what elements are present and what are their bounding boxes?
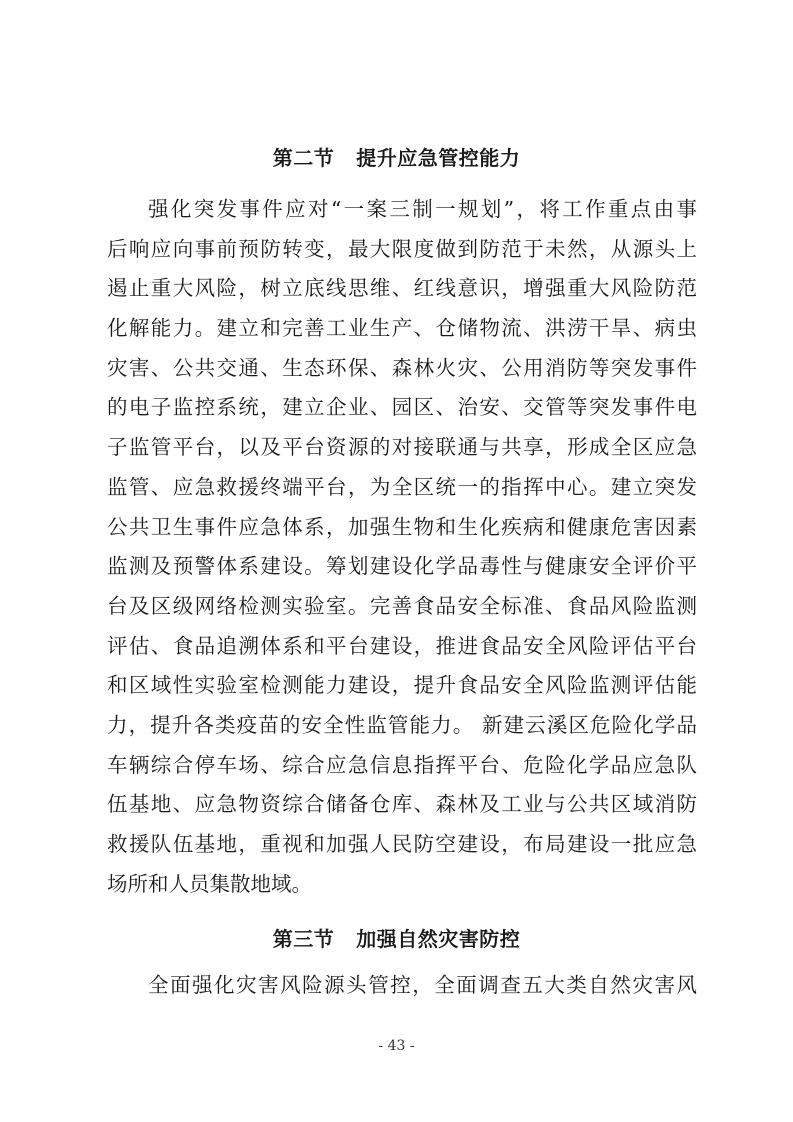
paragraph-line: 子监管平台，以及平台资源的对接联通与共享，形成全区应急 bbox=[107, 435, 697, 460]
body-paragraph-2 bbox=[107, 966, 697, 1006]
paragraph-line: 全面强化灾害风险源头管控，全面调查五大类自然灾害风 bbox=[148, 973, 697, 997]
paragraph-line: 评估、食品追溯体系和平台建设，推进食品安全风险评估平台 bbox=[107, 633, 697, 658]
paragraph-line: 化解能力。建立和完善工业生产、仓储物流、洪涝干旱、病虫 bbox=[107, 316, 697, 341]
section-number: 第二节 bbox=[272, 146, 335, 170]
page-number: - 43 - bbox=[378, 1038, 415, 1054]
paragraph-line: 监测及预警体系建设。筹划建设化学品毒性与健康安全评价平 bbox=[107, 554, 697, 579]
paragraph-line: 遏止重大风险，树立底线思维、红线意识，增强重大风险防范 bbox=[107, 276, 697, 301]
paragraph-line: 后响应向事前预防转变，最大限度做到防范于未然，从源头上 bbox=[107, 236, 697, 261]
paragraph-line: 场所和人员集散地域。 bbox=[107, 871, 312, 896]
paragraph-line: 台及区级网络检测实验室。完善食品安全标准、食品风险监测 bbox=[107, 593, 697, 618]
section-title: 提升应急管控能力 bbox=[356, 146, 521, 170]
paragraph-line: 救援队伍基地，重视和加强人民防空建设，布局建设一批应急 bbox=[107, 832, 697, 856]
paragraph-line: 车辆综合停车场、综合应急信息指挥平台、危险化学品应急队 bbox=[107, 752, 697, 777]
paragraph-line: 监管、应急救援终端平台，为全区统一的指挥中心。建立突发 bbox=[107, 474, 697, 499]
paragraph-line: 力，提升各类疫苗的安全性监管能力。 新建云溪区危险化学品 bbox=[107, 712, 697, 737]
paragraph-line: 伍基地、应急物资综合储备仓库、森林及工业与公共区域消防 bbox=[107, 792, 697, 817]
paragraph-line: 公共卫生事件应急体系，加强生物和生化疾病和健康危害因素 bbox=[107, 514, 697, 539]
paragraph-line: 强化突发事件应对“一案三制一规划”，将工作重点由事 bbox=[148, 197, 697, 221]
paragraph-line: 灾害、公共交通、生态环保、森林火灾、公用消防等突发事件 bbox=[107, 355, 697, 380]
section-heading-2 bbox=[0, 144, 793, 172]
section-heading-3 bbox=[0, 925, 793, 953]
body-paragraph-1 bbox=[107, 190, 697, 904]
section-number: 第三节 bbox=[272, 927, 335, 951]
section-title: 加强自然灾害防控 bbox=[356, 927, 521, 951]
paragraph-line: 的电子监控系统，建立企业、园区、治安、交管等突发事件电 bbox=[107, 395, 697, 420]
paragraph-line: 和区域性实验室检测能力建设，提升食品安全风险监测评估能 bbox=[107, 673, 697, 698]
